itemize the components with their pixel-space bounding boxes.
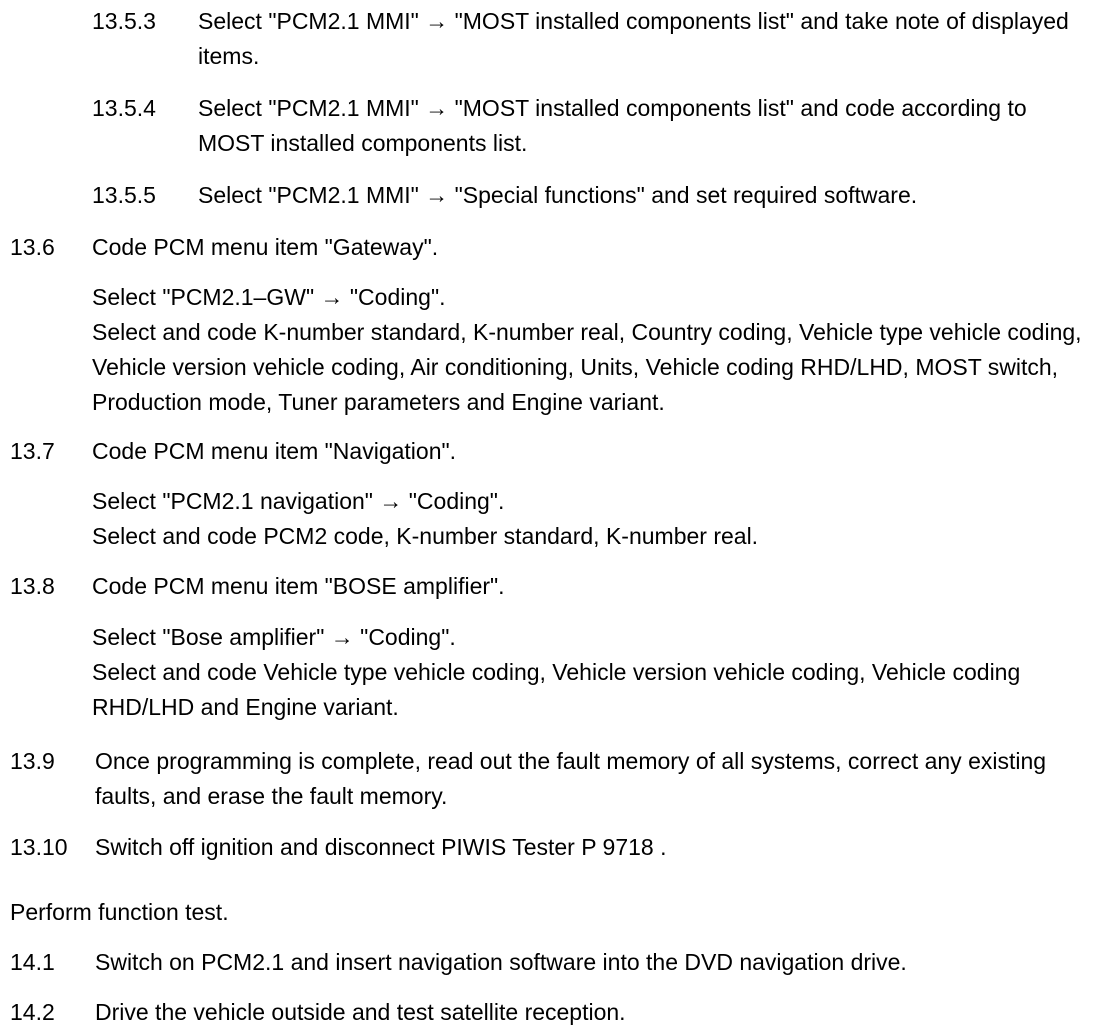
detail-select-line: Select "Bose amplifier" → "Coding".	[92, 624, 456, 650]
step-number: 13.5.4	[92, 95, 156, 121]
step-text: Select "PCM2.1 MMI" → "MOST installed components list" and code according to MOST installed components list.	[198, 95, 1027, 156]
step-number: 14.1	[10, 949, 55, 975]
step-text: Code PCM menu item "Gateway".	[92, 234, 439, 260]
step-text: Switch off ignition and disconnect PIWIS Tester P 9718 .	[95, 834, 667, 860]
step-text: Drive the vehicle outside and test satellite reception.	[95, 999, 626, 1025]
section-heading: Perform function test.	[10, 899, 229, 925]
step-13-7-detail	[92, 484, 1092, 554]
step-text: Select "PCM2.1 MMI" → "MOST installed components list" and take note of displayed items.	[198, 8, 1069, 69]
step-number: 13.9	[10, 748, 55, 774]
step-13-6-detail	[92, 280, 1092, 420]
step-number: 14.2	[10, 999, 55, 1025]
step-number: 13.8	[10, 573, 55, 599]
detail-select-line: Select "PCM2.1 navigation" → "Coding".	[92, 488, 505, 514]
step-text: Select "PCM2.1 MMI" → "Special functions" and set required software.	[198, 182, 918, 208]
detail-code-line: Select and code K-number standard, K-number real, Country coding, Vehicle type vehicle coding, Vehicle version vehicle coding, Air conditioning, Units, Vehicle coding RHD/LHD, MOST switch, Production mode, Tuner parameters and Engine variant.	[92, 319, 1082, 415]
step-number: 13.5.5	[92, 182, 156, 208]
step-text: Code PCM menu item "Navigation".	[92, 438, 457, 464]
step-text: Once programming is complete, read out the fault memory of all systems, correct any existing faults, and erase the fault memory.	[95, 748, 1047, 809]
detail-code-line: Select and code PCM2 code, K-number standard, K-number real.	[92, 523, 759, 549]
step-number: 13.10	[10, 834, 68, 860]
detail-select-line: Select "PCM2.1–GW" → "Coding".	[92, 284, 446, 310]
step-number: 13.6	[10, 234, 55, 260]
step-number: 13.7	[10, 438, 55, 464]
step-text: Code PCM menu item "BOSE amplifier".	[92, 573, 505, 599]
detail-code-line: Select and code Vehicle type vehicle coding, Vehicle version vehicle coding, Vehicle coding RHD/LHD and Engine variant.	[92, 659, 1021, 720]
step-text: Switch on PCM2.1 and insert navigation software into the DVD navigation drive.	[95, 949, 907, 975]
step-13-8-detail	[92, 620, 1092, 725]
step-number: 13.5.3	[92, 8, 156, 34]
